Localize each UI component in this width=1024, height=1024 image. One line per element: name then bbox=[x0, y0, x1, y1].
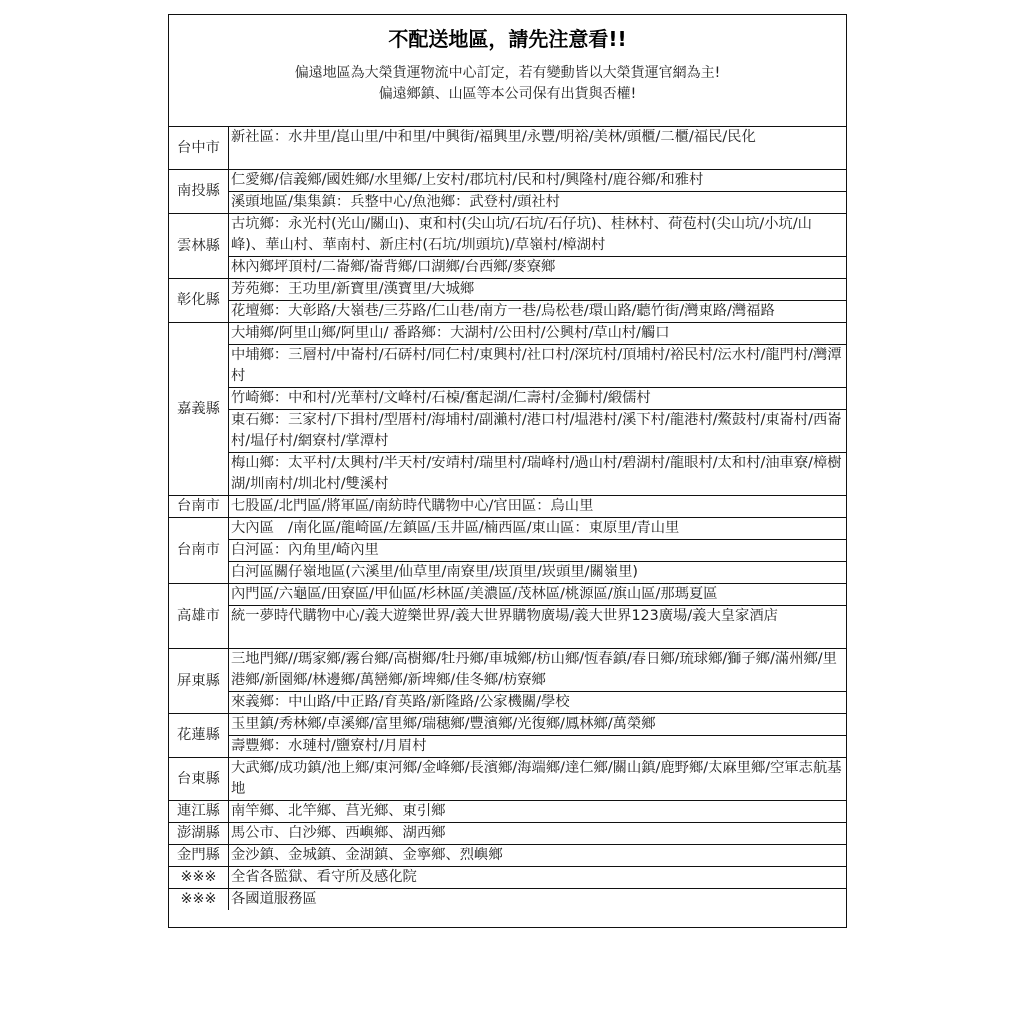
area-detail: 芳苑鄉：王功里/新寶里/漢寶里/大城鄉 bbox=[229, 279, 847, 301]
area-detail: 金沙鎮、金城鎮、金湖鎮、金寧鄉、烈嶼鄉 bbox=[229, 845, 847, 867]
region-name: 台中市 bbox=[169, 127, 229, 170]
table-row bbox=[169, 257, 846, 279]
region-name: 屏東縣 bbox=[169, 649, 229, 714]
area-detail: 玉里鎮/秀林鄉/卓溪鄉/富里鄉/瑞穗鄉/豐濱鄉/光復鄉/鳳林鄉/萬榮鄉 bbox=[229, 714, 847, 736]
table-row bbox=[169, 823, 846, 845]
area-detail: 中埔鄉：三層村/中崙村/石硦村/同仁村/東興村/社口村/深坑村/頂埔村/裕民村/沄水村/龍門村/灣潭村 bbox=[229, 345, 847, 388]
table-row bbox=[169, 279, 846, 301]
table-row bbox=[169, 562, 846, 584]
table-row bbox=[169, 301, 846, 323]
area-detail: 大埔鄉/阿里山鄉/阿里山/ 番路鄉：大湖村/公田村/公興村/草山村/觸口 bbox=[229, 323, 847, 345]
area-detail: 仁愛鄉/信義鄉/國姓鄉/水里鄉/上安村/郡坑村/民和村/興隆村/鹿谷鄉/和雅村 bbox=[229, 170, 847, 192]
area-detail: 林內鄉坪頂村/二崙鄉/崙背鄉/口湖鄉/台西鄉/麥寮鄉 bbox=[229, 257, 847, 279]
area-detail: 古坑鄉：永光村(光山/關山)、東和村(尖山坑/石坑/石仔坑)、桂林村、荷苞村(尖山坑/小坑/山峰)、華山村、華南村、新庄村(石坑/圳頭坑)/草嶺村/樟湖村 bbox=[229, 214, 847, 257]
area-detail: 統一夢時代購物中心/義大遊樂世界/義大世界購物廣場/義大世界123廣場/義大皇家酒店 bbox=[229, 606, 847, 649]
area-detail: 白河區：內角里/崎內里 bbox=[229, 540, 847, 562]
region-name: 連江縣 bbox=[169, 801, 229, 823]
region-name: 金門縣 bbox=[169, 845, 229, 867]
region-name: 高雄市 bbox=[169, 584, 229, 649]
notice-title: 不配送地區，請先注意看!! bbox=[388, 27, 627, 51]
table-row bbox=[169, 649, 846, 692]
table-row bbox=[169, 801, 846, 823]
area-detail: 馬公市、白沙鄉、西嶼鄉、湖西鄉 bbox=[229, 823, 847, 845]
table-row bbox=[169, 714, 846, 736]
table-row bbox=[169, 540, 846, 562]
area-detail: 新社區：水井里/崑山里/中和里/中興街/福興里/永豐/明裕/美林/頭櫃/二櫃/福民/民化 bbox=[229, 127, 847, 170]
region-name: ※※※ bbox=[169, 867, 229, 889]
area-detail: 全省各監獄、看守所及感化院 bbox=[229, 867, 847, 889]
area-detail: 大內區 /南化區/龍崎區/左鎮區/玉井區/楠西區/東山區：東原里/青山里 bbox=[229, 518, 847, 540]
table-row bbox=[169, 867, 846, 889]
area-detail: 南竿鄉、北竿鄉、莒光鄉、東引鄉 bbox=[229, 801, 847, 823]
area-detail: 三地門鄉//瑪家鄉/霧台鄉/高樹鄉/牡丹鄉/車城鄉/枋山鄉/恆春鎮/春日鄉/琉球鄉/獅子鄉/滿州鄉/里港鄉/新園鄉/林邊鄉/萬巒鄉/新埤鄉/佳冬鄉/枋寮鄉 bbox=[229, 649, 847, 692]
notice-subtitle-line-1: 偏遠地區為大榮貨運物流中心訂定，若有變動皆以大榮貨運官網為主! bbox=[294, 65, 721, 81]
area-detail: 竹崎鄉：中和村/光華村/文峰村/石槕/奮起湖/仁壽村/金獅村/緞儒村 bbox=[229, 388, 847, 410]
area-table bbox=[169, 127, 846, 910]
table-row bbox=[169, 758, 846, 801]
region-name: 嘉義縣 bbox=[169, 323, 229, 496]
area-detail: 溪頭地區/集集鎮：兵整中心/魚池鄉：武登村/頭社村 bbox=[229, 192, 847, 214]
region-name: 南投縣 bbox=[169, 170, 229, 214]
notice-subtitle-line-2: 偏遠鄉鎮、山區等本公司保有出貨與否權! bbox=[378, 86, 637, 102]
region-name: 台南市 bbox=[169, 518, 229, 584]
area-detail: 梅山鄉：太平村/太興村/半天村/安靖村/瑞里村/瑞峰村/過山村/碧湖村/龍眼村/太和村/油車寮/樟樹湖/圳南村/圳北村/雙溪村 bbox=[229, 453, 847, 496]
table-row bbox=[169, 192, 846, 214]
area-detail: 各國道服務區 bbox=[229, 889, 847, 911]
area-detail: 壽豐鄉：水璉村/鹽寮村/月眉村 bbox=[229, 736, 847, 758]
region-name: 澎湖縣 bbox=[169, 823, 229, 845]
table-row bbox=[169, 889, 846, 911]
no-delivery-sheet bbox=[168, 14, 847, 928]
table-row bbox=[169, 584, 846, 606]
region-name: ※※※ bbox=[169, 889, 229, 911]
table-row bbox=[169, 692, 846, 714]
area-detail: 大武鄉/成功鎮/池上鄉/東河鄉/金峰鄉/長濱鄉/海端鄉/達仁鄉/關山鎮/鹿野鄉/太麻里鄉/空軍志航基地 bbox=[229, 758, 847, 801]
table-row bbox=[169, 214, 846, 257]
table-row bbox=[169, 388, 846, 410]
notice-header bbox=[169, 15, 846, 127]
region-name: 台東縣 bbox=[169, 758, 229, 801]
area-detail: 東石鄉：三家村/下揖村/型厝村/海埔村/副瀨村/港口村/塭港村/溪下村/龍港村/鰲鼓村/東崙村/西崙村/塭仔村/網寮村/掌潭村 bbox=[229, 410, 847, 453]
region-name: 雲林縣 bbox=[169, 214, 229, 279]
area-detail: 白河區關仔嶺地區(六溪里/仙草里/南寮里/崁頂里/崁頭里/關嶺里) bbox=[229, 562, 847, 584]
table-row bbox=[169, 410, 846, 453]
area-detail: 內門區/六龜區/田寮區/甲仙區/杉林區/美濃區/茂林區/桃源區/旗山區/那瑪夏區 bbox=[229, 584, 847, 606]
table-row bbox=[169, 323, 846, 345]
area-detail: 來義鄉：中山路/中正路/育英路/新隆路/公家機關/學校 bbox=[229, 692, 847, 714]
area-detail: 七股區/北門區/將軍區/南紡時代購物中心/官田區：烏山里 bbox=[229, 496, 847, 518]
region-name: 花蓮縣 bbox=[169, 714, 229, 758]
area-detail: 花壇鄉：大彰路/大嶺巷/三芬路/仁山巷/南方一巷/烏松巷/環山路/聽竹街/灣東路/灣福路 bbox=[229, 301, 847, 323]
table-row bbox=[169, 345, 846, 388]
table-row bbox=[169, 518, 846, 540]
region-name: 彰化縣 bbox=[169, 279, 229, 323]
table-row bbox=[169, 845, 846, 867]
table-row bbox=[169, 127, 846, 170]
table-row bbox=[169, 170, 846, 192]
table-row bbox=[169, 736, 846, 758]
table-row bbox=[169, 453, 846, 496]
table-row bbox=[169, 606, 846, 649]
table-row bbox=[169, 496, 846, 518]
region-name: 台南市 bbox=[169, 496, 229, 518]
